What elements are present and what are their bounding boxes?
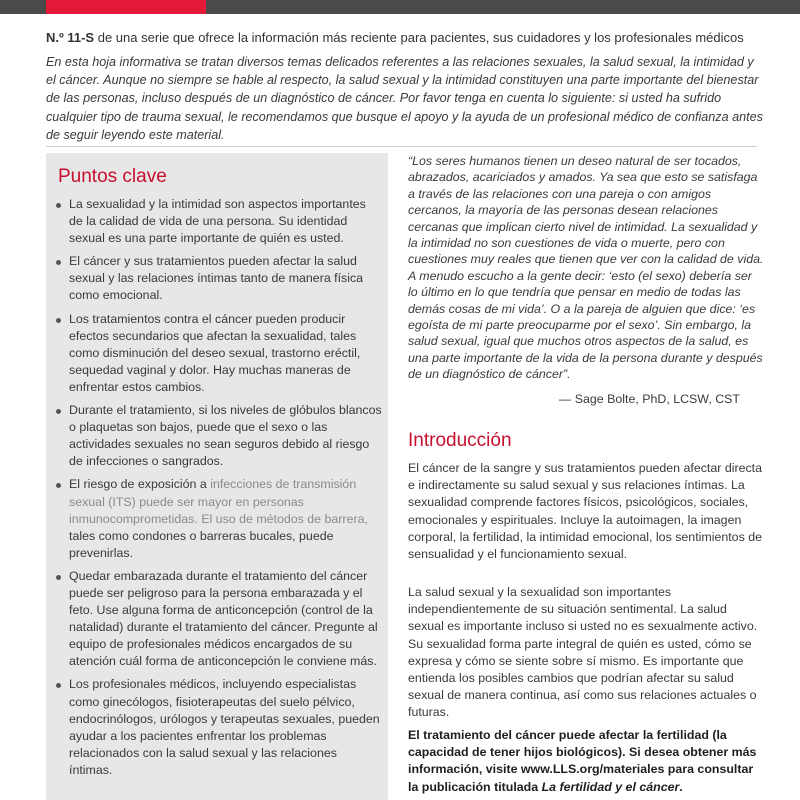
fertility-note-end: .: [679, 779, 683, 794]
bullet-icon: [56, 203, 61, 208]
series-line: [46, 29, 766, 46]
list-item-text: Los profesionales médicos, incluyendo especialistas como ginecólogos, fisioterapeutas del suelo pélvico, endocrinólogos, urólogos y terapeutas sexuales, pueden ayudar a los pacientes enfrentar los problemas relacionados con la salud sexual y las relaciones íntimas.: [69, 677, 380, 777]
pull-quote: “Los seres humanos tienen un deseo natural de ser tocados, abrazados, acariciados y amados. Ya sea que esto se satisfaga a través de las relaciones con una pareja o con amigos cercanos, la mayoría de las personas desean relaciones cercanas que implican cierto nivel de intimidad. La sexualidad y la intimidad no son cuestiones de vida o muerte, pero con cuestiones muy reales que tienen que ver con la calidad de vida. A menudo escucho a la gente decir: ‘esto (el sexo) debería ser lo último en lo que tendría que pensar en medio de todas las demás cosas de mi vida’. O a la pareja de alguien que dice: ‘es egoísta de mi parte preocuparme por el sexo’. Sin embargo, la salud sexual, igual que muchos otros aspectos de la salud, es una parte importante de la vida de la persona durante y después de un diagnóstico de cáncer”.: [408, 154, 764, 382]
list-item-text: Quedar embarazada durante el tratamiento del cáncer puede ser peligroso para la persona embarazada y el feto. Use alguna forma de anticoncepción (control de la natalidad) durante el tratamiento del cáncer. Pregunte al equipo de profesionales médicos encargados de su atención cuál forma de anticoncepción le conviene más.: [69, 568, 378, 669]
bullet-icon: [56, 409, 61, 414]
list-item-text: Durante el tratamiento, si los niveles de glóbulos blancos o plaquetas son bajos, puede que el sexo o las actividades sexuales no sean seguros debido al riesgo de infecciones o sangrados.: [69, 403, 382, 469]
bullet-icon: [56, 575, 61, 580]
bullet-icon: [56, 483, 61, 488]
bullet-icon: [56, 683, 61, 688]
list-item: [56, 476, 382, 561]
bullet-icon: [56, 260, 61, 265]
introduction-paragraph-1: El cáncer de la sangre y sus tratamientos pueden afectar directa e indirectamente su salud sexual y sus relaciones íntimas. La sexualidad comprende factores físicos, psicológicos, sociales, emocionales y espirituales. Incluye la autoimagen, la imagen corporal, la fertilidad, la intimidad emocional, los sentimientos de sensualidad y el funcionamiento sexual.: [408, 461, 763, 562]
list-item-text: Los tratamientos contra el cáncer pueden producir efectos secundarios que afectan la sexualidad, tales como disminución del deseo sexual, trastorno eréctil, sequedad vaginal y dolor. Hay muchas maneras de enfrentar estos cambios.: [69, 311, 361, 394]
divider: [46, 146, 757, 147]
intro-paragraph: En esta hoja informativa se tratan diversos temas delicados referentes a las relaciones sexuales, la salud sexual, la intimidad y el cáncer. Aunque no siempre se hable al respecto, la salud sexual y la intimidad constituyen una parte importante del bienestar de las personas, incluso después de un diagnóstico de cáncer. Por favor tenga en cuenta lo siguiente: si usted ha sufrido cualquier tipo de trauma sexual, le recomendamos que busque el apoyo y la ayuda de un profesional médico de confianza antes de seguir leyendo este material.: [46, 55, 763, 142]
top-bar-accent: [46, 0, 206, 14]
publication-title[interactable]: La fertilidad y el cáncer: [541, 779, 680, 794]
key-points-title: Puntos clave: [58, 166, 167, 187]
list-item-text: El cáncer y sus tratamientos pueden afectar la salud sexual y las relaciones íntimas tanto de manera física como emocional.: [69, 254, 364, 303]
fertility-note-text: El tratamiento del cáncer puede afectar la fertilidad (la capacidad de tener hijos biológicos). Si desea obtener más información, visite www.LLS.org/materiales para consultar la publicación titulada: [408, 728, 757, 794]
list-item: [56, 676, 382, 779]
series-number: N.º 11-S: [46, 30, 95, 45]
list-item-text-start: El riesgo de exposición a: [69, 477, 211, 492]
fertility-note: [408, 727, 764, 796]
list-item: [56, 402, 382, 470]
list-item: [56, 568, 382, 671]
list-item: [56, 253, 382, 304]
quote-attribution: — Sage Bolte, PhD, LCSW, CST: [558, 392, 740, 406]
key-points-box: [46, 153, 388, 800]
sti-link-text[interactable]: infecciones de transmisión sexual (ITS) puede ser mayor en personas inmunocomprometidas. El uso de métodos de barrera,: [69, 477, 368, 526]
key-points-list: [56, 196, 382, 785]
introduction-paragraph-2: La salud sexual y la sexualidad son importantes independientemente de su situación sentimental. La salud sexual es importante incluso si usted no es sexualmente activo. Su sexualidad forma parte integral de quién es usted, cómo se expresa y cómo se siente sobre sí mismo. Es importante que entienda los posibles cambios que podrían afectar su salud sexual de manera continua, así como sus relaciones actuales o futuras.: [408, 585, 758, 720]
list-item: [56, 311, 382, 396]
introduction-heading: Introducción: [408, 430, 512, 451]
bullet-icon: [56, 318, 61, 323]
list-item-text: La sexualidad y la intimidad son aspectos importantes de la calidad de vida de una persona. Su identidad sexual es una parte importante de quién es usted.: [69, 197, 366, 246]
series-text: de una serie que ofrece la información más reciente para pacientes, sus cuidadores y los profesionales médicos: [97, 30, 744, 45]
list-item-text-end: tales como condones o barreras bucales, puede prevenirlas.: [69, 528, 334, 560]
list-item: [56, 196, 382, 247]
